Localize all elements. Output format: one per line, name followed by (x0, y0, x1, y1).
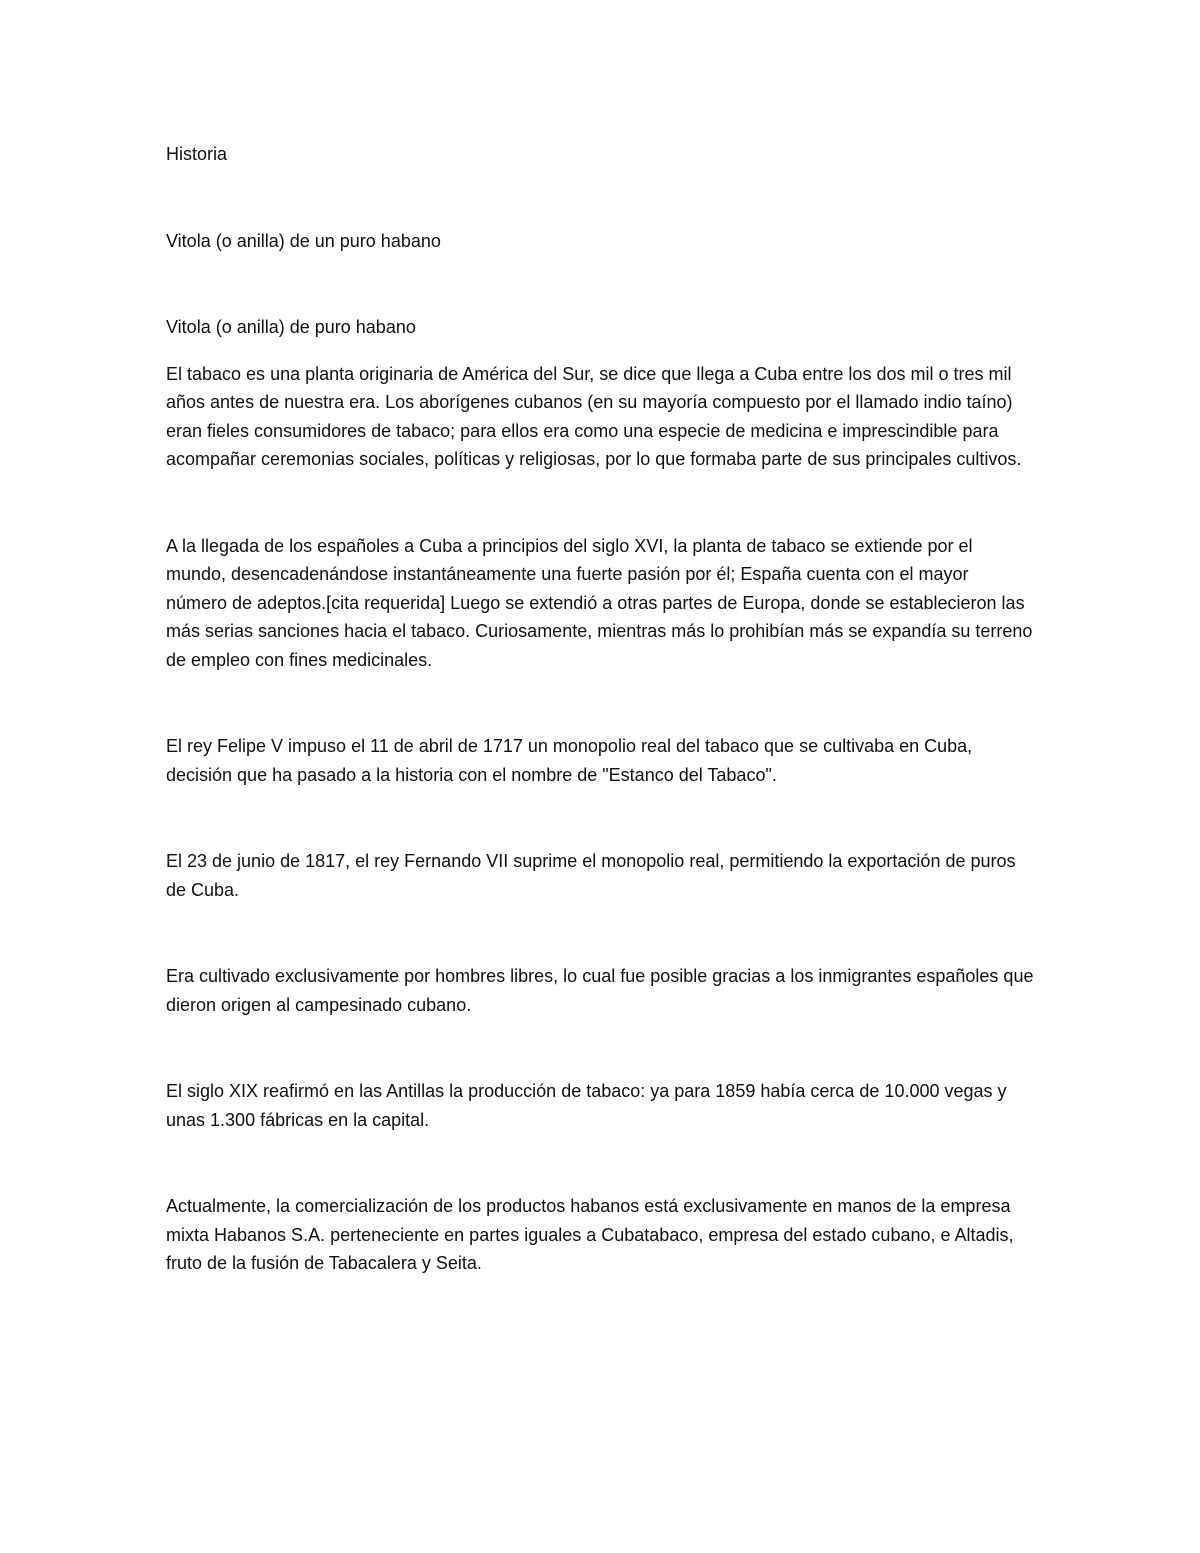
document-body (166, 140, 1034, 1278)
paragraph-monopoly: El rey Felipe V impuso el 11 de abril de 1717 un monopolio real del tabaco que se cultivaba en Cuba, decisión que ha pasado a la historia con el nombre de "Estanco del Tabaco". (166, 736, 973, 785)
image-caption-1: Vitola (o anilla) de un puro habano (166, 230, 441, 251)
image-caption-2: Vitola (o anilla) de puro habano (166, 317, 416, 337)
page-heading: Historia (166, 144, 228, 164)
paragraph-current: Actualmente, la comercialización de los productos habanos está exclusivamente en manos de la empresa mixta Habanos S.A. perteneciente en partes iguales a Cubatabaco, empresa del estado cubano, e Altadis, fruto de la fusión de Tabacalera y Seita. (166, 1196, 1014, 1273)
paragraph-export: El 23 de junio de 1817, el rey Fernando VII suprime el monopolio real, permitiendo la exportación de puros de Cuba. (166, 851, 1016, 900)
paragraph-origin: El tabaco es una planta originaria de América del Sur, se dice que llega a Cuba entre los dos mil o tres mil años antes de nuestra era. Los aborígenes cubanos (en su mayoría compuesto por el llamado indio taíno) eran fieles consumidores de tabaco; para ellos era como una especie de medicina e imprescindible para acompañar ceremonias sociales, políticas y religiosas, por lo que formaba parte de sus principales cultivos. (166, 363, 1022, 469)
paragraph-spanish-arrival: A la llegada de los españoles a Cuba a principios del siglo XVI, la planta de tabaco se extiende por el mundo, desencadenándose instantáneamente una fuerte pasión por él; España cuenta con el mayor número de adeptos.[cita requerida] Luego se extendió a otras partes de Europa, donde se establecieron las más serias sanciones hacia el tabaco. Curiosamente, mientras más lo prohibían más se expandía su terreno de empleo con fines medicinales. (166, 535, 1033, 670)
paragraph-cultivation: Era cultivado exclusivamente por hombres libres, lo cual fue posible gracias a los inmigrantes españoles que dieron origen al campesinado cubano. (166, 966, 1034, 1015)
paragraph-nineteenth-century: El siglo XIX reafirmó en las Antillas la producción de tabaco: ya para 1859 había cerca de 10.000 vegas y unas 1.300 fábricas en la capital. (166, 1081, 1007, 1130)
